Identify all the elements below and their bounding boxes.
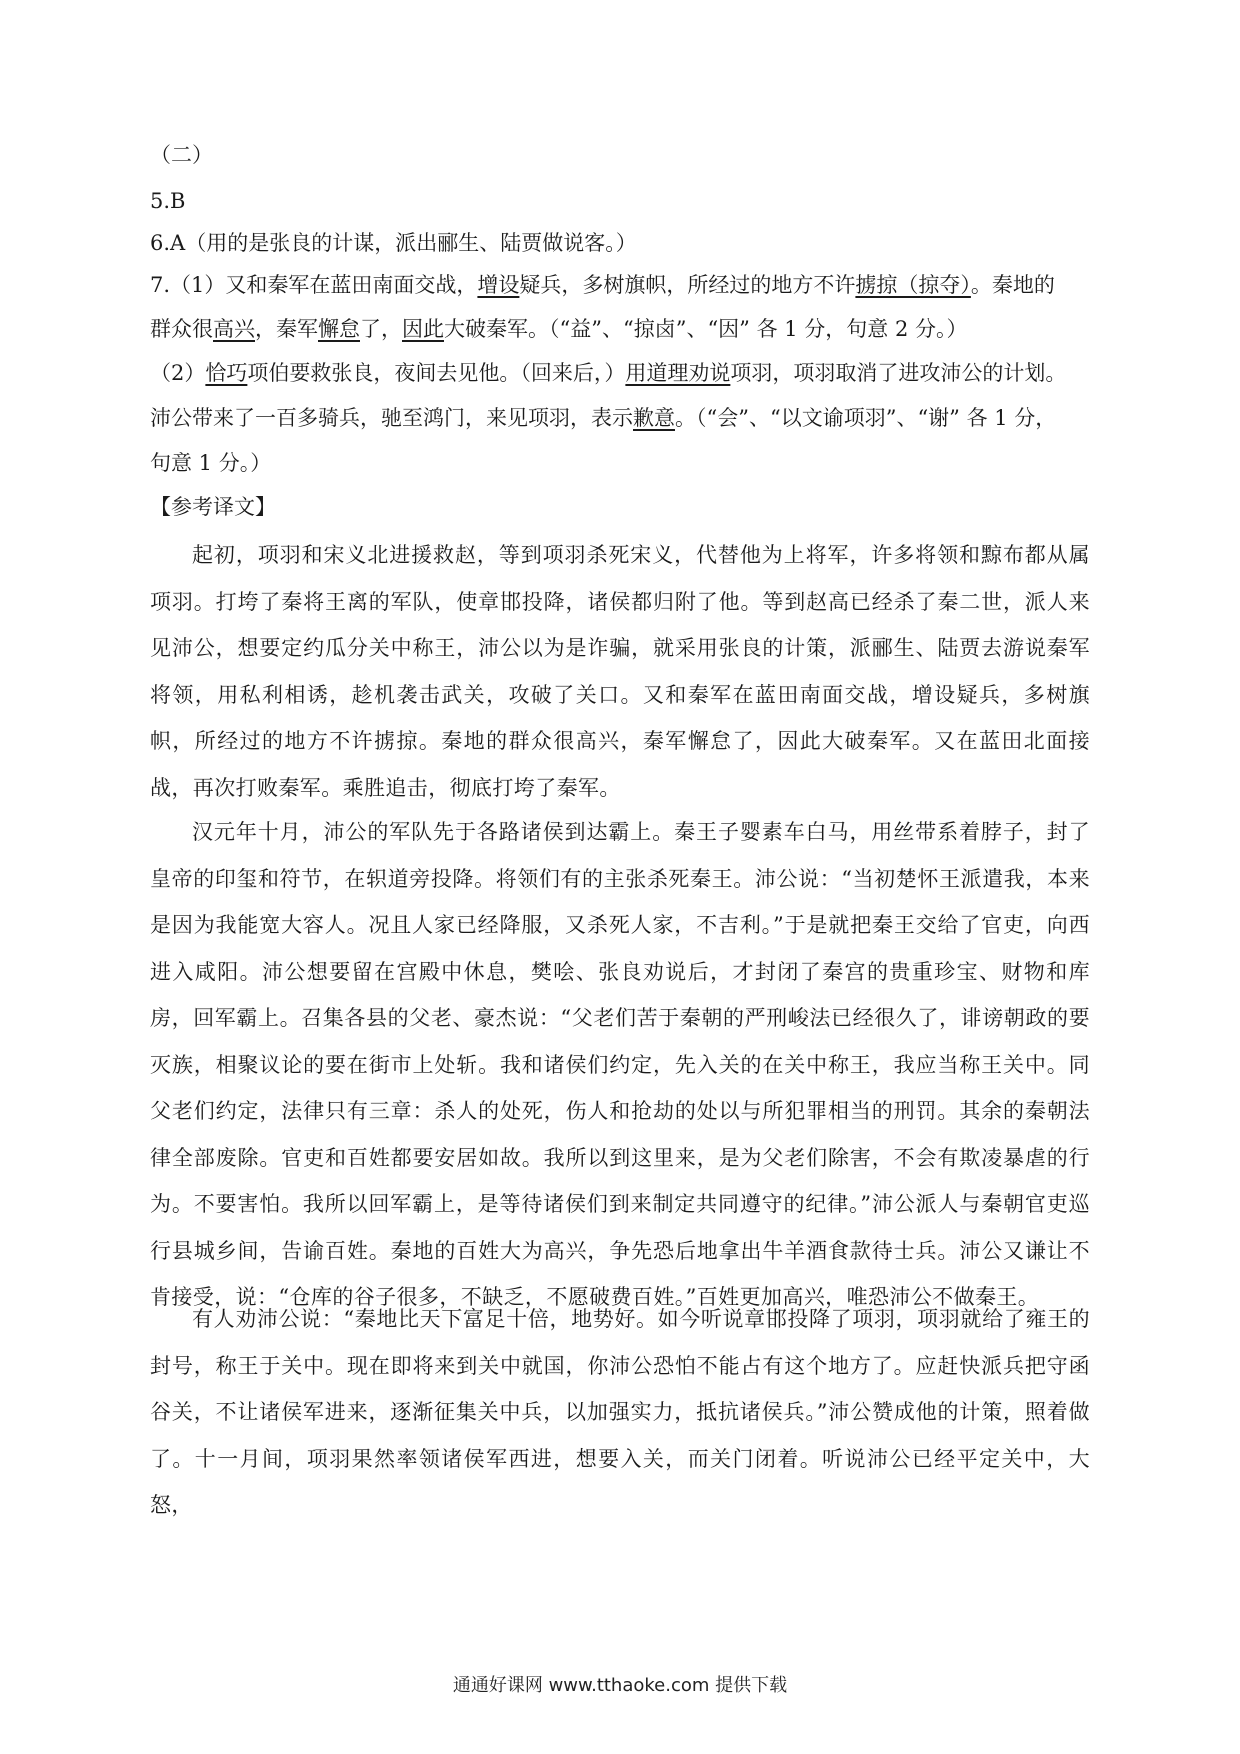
answer-7-1-line2 [150, 314, 968, 344]
answer-text: （2） [150, 361, 206, 385]
answer-text: 项羽，项羽取消了进攻沛公的计划。 [730, 361, 1067, 385]
translation-heading: 【参考译文】 [150, 495, 276, 519]
answer-5: 5.B [150, 189, 186, 213]
key-term: 因此 [402, 317, 444, 341]
key-term: 用道理劝说 [625, 361, 731, 385]
key-term: 高兴 [213, 317, 255, 341]
answer-text: 大破秦军。（“益”、“掠卤”、“因” 各 1 分，句意 2 分。） [444, 317, 968, 341]
answer-text: 。（“会”、“以文谕项羽”、“谢” 各 1 分， [675, 406, 1057, 430]
translation-paragraph-2: 汉元年十月，沛公的军队先于各路诸侯到达霸上。秦王子婴素车白马，用丝带系着脖子，封了皇帝的印玺和符节，在轵道旁投降。将领们有的主张杀死秦王。沛公说：“当初楚怀王派遣我，本来是因为我能宽大容人。况且人家已经降服，又杀死人家，不吉利。”于是就把秦王交给了官吏，向西进入咸阳。沛公想要留在宫殿中休息，樊哙、张良劝说后，才封闭了秦宫的贵重珍宝、财物和库房，回军霸上。召集各县的父老、豪杰说：“父老们苦于秦朝的严刑峻法已经很久了，诽谤朝政的要灭族，相聚议论的要在街市上处斩。我和诸侯们约定，先入关的在关中称王，我应当称王关中。同父老们约定，法律只有三章：杀人的处死，伤人和抢劫的处以与所犯罪相当的刑罚。其余的秦朝法律全部废除。官吏和百姓都要安居如故。我所以到这里来，是为父老们除害，不会有欺凌暴虐的行为。不要害怕。我所以回军霸上，是等待诸侯们到来制定共同遵守的纪律。”沛公派人与秦朝官吏巡行县城乡间，告谕百姓。秦地的百姓大为高兴，争先恐后地拿出牛羊酒食款待士兵。沛公又谦让不肯接受，说：“仓库的谷子很多，不缺乏，不愿破费百姓。”百姓更加高兴，唯恐沛公不做秦王。 [150, 820, 1090, 1309]
key-term: 懈怠 [318, 317, 360, 341]
answer-7-2-line3: 句意 1 分。） [150, 451, 272, 475]
answer-7-1-line1 [150, 270, 1055, 300]
key-term: 歉意 [633, 406, 675, 430]
answer-text: 7.（1）又和秦军在蓝田南面交战， [150, 273, 478, 297]
answer-text: 了， [360, 317, 402, 341]
answer-text: 沛公带来了一百多骑兵，驰至鸿门，来见项羽，表示 [150, 406, 633, 430]
answer-text: 群众很 [150, 317, 213, 341]
answer-text: 疑兵，多树旗帜，所经过的地方不许 [519, 273, 856, 297]
section-heading: （二） [150, 143, 213, 167]
answer-text: ，秦军 [255, 317, 318, 341]
key-term: 恰巧 [205, 361, 248, 385]
answer-text: 项伯要救张良，夜间去见他。（回来后，） [247, 361, 626, 385]
key-term: 掳掠（掠夺） [855, 273, 971, 297]
translation-paragraph-3: 有人劝沛公说：“秦地比天下富足十倍，地势好。如今听说章邯投降了项羽，项羽就给了雍王的封号，称王于关中。现在即将来到关中就国，你沛公恐怕不能占有这个地方了。应赶快派兵把守函谷关，不让诸侯军进来，逐渐征集关中兵，以加强实力，抵抗诸侯兵。”沛公赞成他的计策，照着做了。十一月间，项羽果然率领诸侯军西进，想要入关，而关门闭着。听说沛公已经平定关中，大怒， [150, 1307, 1090, 1517]
page-footer: 通通好课网 www.tthaoke.com 提供下载 [452, 1675, 788, 1696]
answer-6: 6.A（用的是张良的计谋，派出郦生、陆贾做说客。） [150, 231, 637, 255]
answer-7-2-line2 [150, 403, 1056, 433]
answer-7-2-line1 [150, 358, 1066, 388]
key-term: 增设 [477, 273, 520, 297]
answer-text: 。秦地的 [970, 273, 1055, 297]
translation-paragraph-1: 起初，项羽和宋义北进援救赵，等到项羽杀死宋义，代替他为上将军，许多将领和黥布都从属项羽。打垮了秦将王离的军队，使章邯投降，诸侯都归附了他。等到赵高已经杀了秦二世，派人来见沛公，想要定约瓜分关中称王，沛公以为是诈骗，就采用张良的计策，派郦生、陆贾去游说秦军将领，用私利相诱，趁机袭击武关，攻破了关口。又和秦军在蓝田南面交战，增设疑兵，多树旗帜，所经过的地方不许掳掠。秦地的群众很高兴，秦军懈怠了，因此大破秦军。又在蓝田北面接战，再次打败秦军。乘胜追击，彻底打垮了秦军。 [150, 543, 1090, 800]
